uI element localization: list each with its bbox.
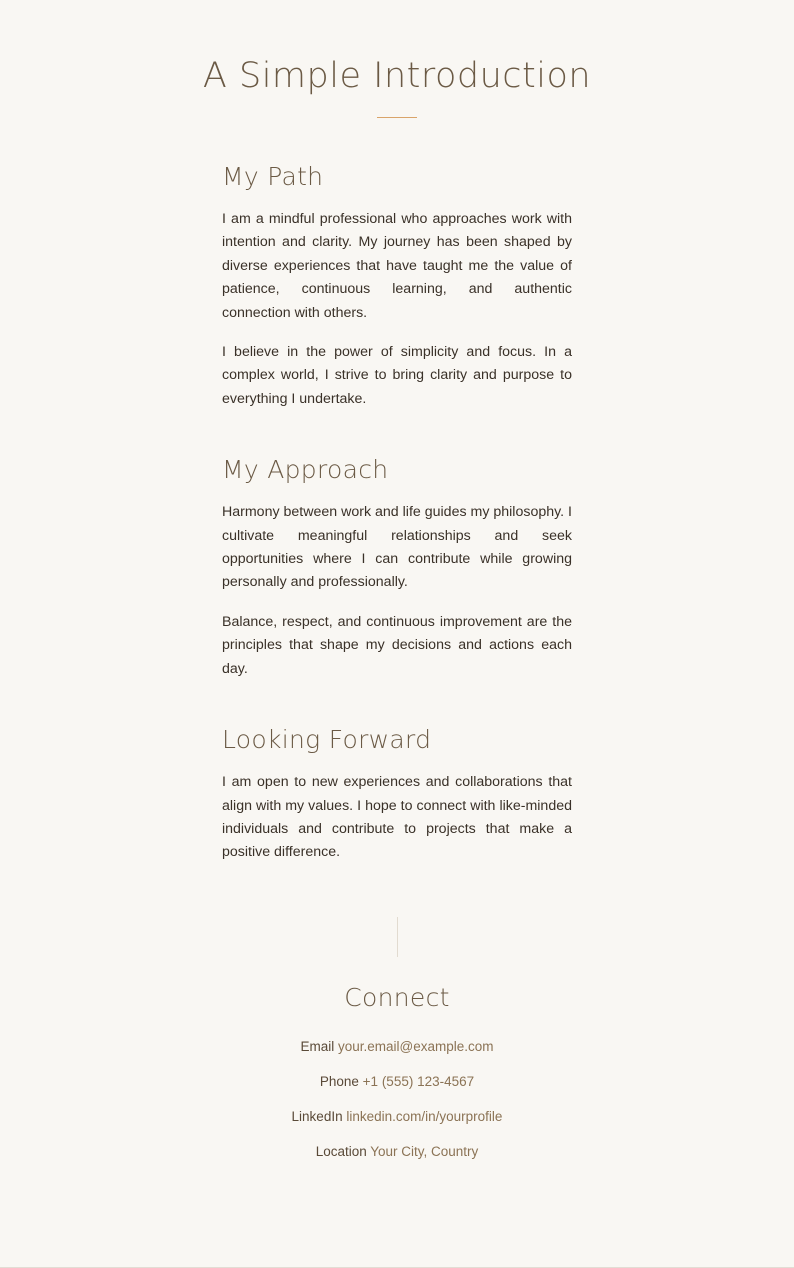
linkedin-link[interactable]: linkedin.com/in/yourprofile [346, 1108, 503, 1124]
phone-link[interactable]: +1 (555) 123-4567 [362, 1073, 475, 1089]
connect-heading: Connect [344, 982, 450, 1012]
contact-phone [0, 1072, 794, 1092]
paragraph: Balance, respect, and continuous improvement are the principles that shape my decisions and actions each day. [222, 613, 572, 677]
location-value: Your City, Country [370, 1143, 479, 1159]
vertical-divider [397, 917, 398, 957]
section-my-approach [222, 455, 572, 681]
section-heading: Looking Forward [222, 725, 432, 755]
email-link[interactable]: your.email@example.com [338, 1038, 494, 1054]
contact-linkedin [0, 1107, 794, 1127]
paragraph: I am open to new experiences and collaborations that align with my values. I hope to connect with like-minded individuals and contribute to projects that make a positive difference. [222, 774, 572, 861]
connect-section [0, 983, 794, 1162]
contact-label: Phone [319, 1073, 359, 1089]
contact-location [0, 1142, 794, 1162]
section-heading: My Approach [222, 455, 389, 485]
main-content [222, 162, 572, 865]
section-my-path [222, 162, 572, 411]
page-title: A Simple Introduction [202, 56, 592, 96]
section-heading: My Path [222, 162, 324, 191]
section-looking-forward [222, 725, 572, 865]
contact-email [0, 1037, 794, 1057]
paragraph: I believe in the power of simplicity and focus. In a complex world, I strive to bring clarity and purpose to everything I undertake. [222, 344, 572, 407]
paragraph: Harmony between work and life guides my philosophy. I cultivate meaningful relationships and seek opportunities where I can contribute while growing personally and professionally. [222, 504, 572, 591]
title-divider [377, 117, 417, 118]
contact-label: LinkedIn [291, 1108, 343, 1124]
contact-label: Email [300, 1038, 335, 1054]
contact-label: Location [315, 1143, 367, 1159]
paragraph: I am a mindful professional who approaches work with intention and clarity. My journey has been shaped by diverse experiences that have taught me the value of patience, continuous learning, and authentic connection with others. [222, 211, 572, 321]
